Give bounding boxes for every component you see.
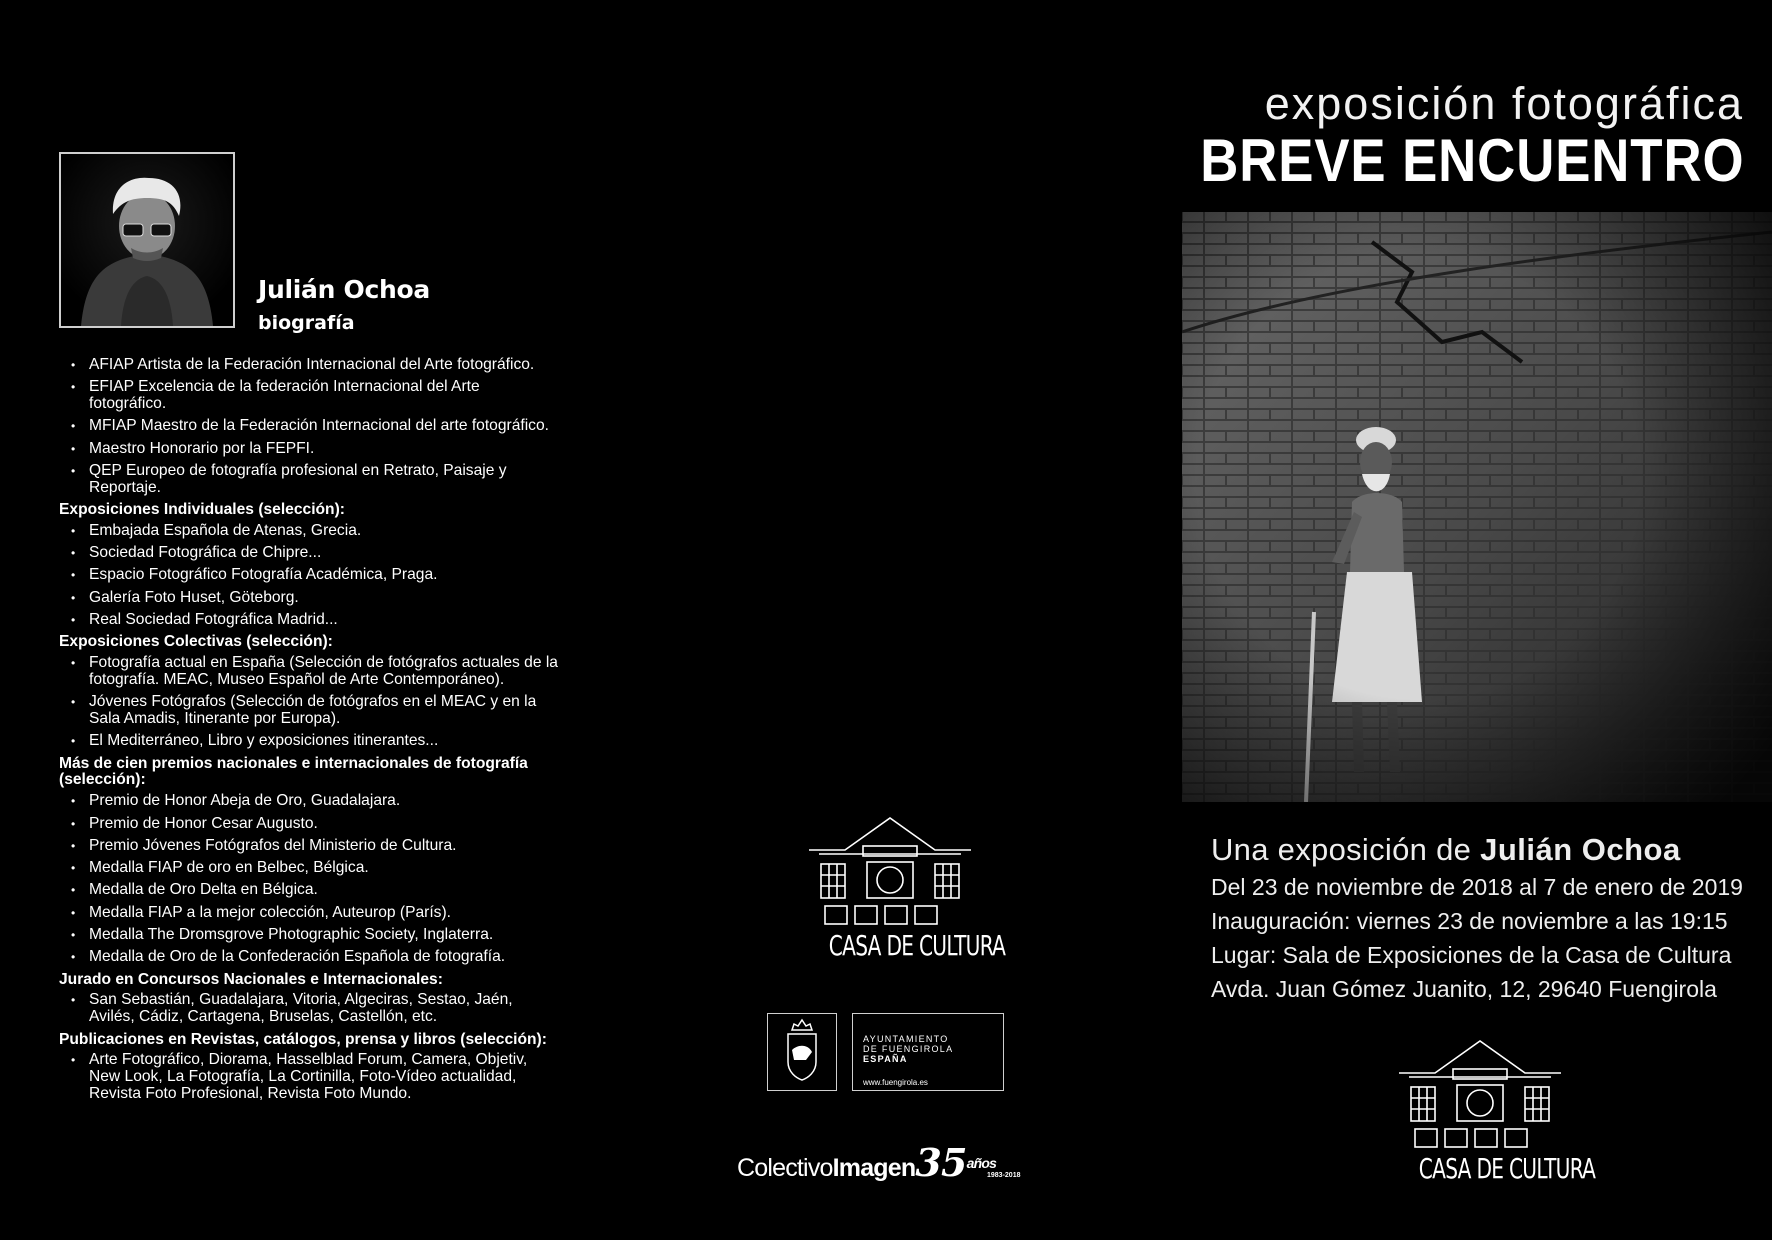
exhibition-by xyxy=(1211,830,1743,870)
by-name: Julián Ochoa xyxy=(1480,832,1681,867)
coat-of-arms-icon xyxy=(768,1014,836,1090)
bio-item: • Medalla FIAP a la mejor colección, Auteurop (París). xyxy=(59,905,559,922)
bio-section-titles xyxy=(59,357,559,497)
imagen-text: Imagen xyxy=(832,1154,916,1182)
brick-wall-photo xyxy=(1182,212,1772,802)
bio-item: • Arte Fotográfico, Diorama, Hasselblad Forum, Camera, Objetiv, New Look, La Fotografía, La Cortinilla, Foto-Vídeo actualidad, Revista Foto Profesional, Revista Foto Mundo. xyxy=(59,1052,559,1102)
bio-section-awards xyxy=(59,793,559,966)
bio-item: • San Sebastián, Guadalajara, Vitoria, Algeciras, Sestao, Jaén, Avilés, Cádiz, Cartagena, Bruselas, Castellón, etc. xyxy=(59,992,559,1026)
bio-item: • QEP Europeo de fotografía profesional en Retrato, Paisaje y Reportaje. xyxy=(59,463,559,497)
exhibition-info xyxy=(1211,830,1743,1006)
exhibition-opening: Inauguración: viernes 23 de noviembre a las 19:15 xyxy=(1211,908,1728,934)
bio-section-publications xyxy=(59,1052,559,1102)
bio-section-jury xyxy=(59,992,559,1026)
bio-item: • Fotografía actual en España (Selección de fotógrafos actuales de la fotografía. MEAC, Museo Español de Arte Contemporáneo). xyxy=(59,655,559,689)
bio-item: • Embajada Española de Atenas, Grecia. xyxy=(59,523,559,540)
bio-section-collective xyxy=(59,655,559,750)
bio-item: • Premio de Honor Abeja de Oro, Guadalajara. xyxy=(59,793,559,810)
bio-item: • Galería Foto Huset, Göteborg. xyxy=(59,590,559,607)
bio-item: • Premio de Honor Cesar Augusto. xyxy=(59,816,559,833)
ayto-url: www.fuengirola.es xyxy=(863,1078,928,1087)
ayto-line-1: AYUNTAMIENTO xyxy=(863,1034,949,1044)
featured-photo xyxy=(1182,212,1772,802)
shield-box xyxy=(767,1013,837,1091)
casa-de-cultura-logo-right xyxy=(1395,1035,1596,1185)
bio-item: • MFIAP Maestro de la Federación Internacional del arte fotográfico. xyxy=(59,418,559,435)
casa-de-cultura-logo xyxy=(805,812,1006,962)
author-subtitle: biografía xyxy=(258,312,355,334)
building-icon xyxy=(1395,1035,1565,1150)
bio-heading: Exposiciones Individuales (selección): xyxy=(59,501,345,519)
colectivo-text: Colectivo xyxy=(737,1154,833,1182)
bio-item: • Medalla de Oro de la Confederación Española de fotografía. xyxy=(59,949,559,966)
building-icon xyxy=(805,812,975,927)
bio-item: • Espacio Fotográfico Fotografía Académica, Praga. xyxy=(59,567,559,584)
ayuntamiento-text xyxy=(852,1013,1004,1091)
exhibition-address: Avda. Juan Gómez Juanito, 12, 29640 Fuengirola xyxy=(1211,976,1717,1002)
biography xyxy=(59,357,559,1108)
bio-section-individual xyxy=(59,523,559,629)
bio-item: • Premio Jóvenes Fotógrafos del Ministerio de Cultura. xyxy=(59,838,559,855)
bio-item: • AFIAP Artista de la Federación Internacional del Arte fotográfico. xyxy=(59,357,559,374)
anos-text: años xyxy=(966,1155,997,1171)
ayto-line-2: DE FUENGIROLA xyxy=(863,1044,954,1054)
bio-item: • Real Sociedad Fotográfica Madrid... xyxy=(59,612,559,629)
bio-item: • EFIAP Excelencia de la federación Internacional del Arte fotográfico. xyxy=(59,379,559,413)
year-range: 1983-2018 xyxy=(987,1172,1021,1179)
ayto-line-3: ESPAÑA xyxy=(863,1054,908,1064)
portrait-photo xyxy=(61,154,233,326)
exhibition-title: BREVE ENCUENTRO xyxy=(1199,127,1744,194)
bio-item: • Medalla FIAP de oro en Belbec, Bélgica. xyxy=(59,860,559,877)
bio-item: • Maestro Honorario por la FEPFI. xyxy=(59,441,559,458)
bio-heading: Exposiciones Colectivas (selección): xyxy=(59,633,333,651)
bio-item: • Sociedad Fotográfica de Chipre... xyxy=(59,545,559,562)
casa-de-cultura-label: CASA DE CULTURA xyxy=(828,929,1006,962)
bio-heading: Más de cien premios nacionales e internacionales de fotografía (selección): xyxy=(59,754,528,789)
bio-item: • El Mediterráneo, Libro y exposiciones itinerantes... xyxy=(59,733,559,750)
bio-heading: Jurado en Concursos Nacionales e Internacionales: xyxy=(59,970,443,988)
exhibition-place: Lugar: Sala de Exposiciones de la Casa de Cultura xyxy=(1211,942,1732,968)
years-number: 35 xyxy=(915,1140,967,1185)
bio-heading: Publicaciones en Revistas, catálogos, prensa y libros (selección): xyxy=(59,1030,547,1048)
exhibition-dates: Del 23 de noviembre de 2018 al 7 de enero de 2019 xyxy=(1211,874,1743,900)
colectivo-imagen-logo xyxy=(737,1140,1021,1185)
casa-de-cultura-label: CASA DE CULTURA xyxy=(1418,1152,1596,1185)
exhibition-label: exposición fotográfica xyxy=(1264,78,1744,129)
bio-item: • Medalla de Oro Delta en Bélgica. xyxy=(59,882,559,899)
bio-item: • Jóvenes Fotógrafos (Selección de fotógrafos en el MEAC y en la Sala Amadis, Itinerante por Europa). xyxy=(59,694,559,728)
by-prefix: Una exposición de xyxy=(1211,832,1481,867)
bio-item: • Medalla The Dromsgrove Photographic Society, Inglaterra. xyxy=(59,927,559,944)
author-portrait xyxy=(59,152,235,328)
author-name: Julián Ochoa xyxy=(258,275,430,304)
author-block xyxy=(258,274,430,338)
